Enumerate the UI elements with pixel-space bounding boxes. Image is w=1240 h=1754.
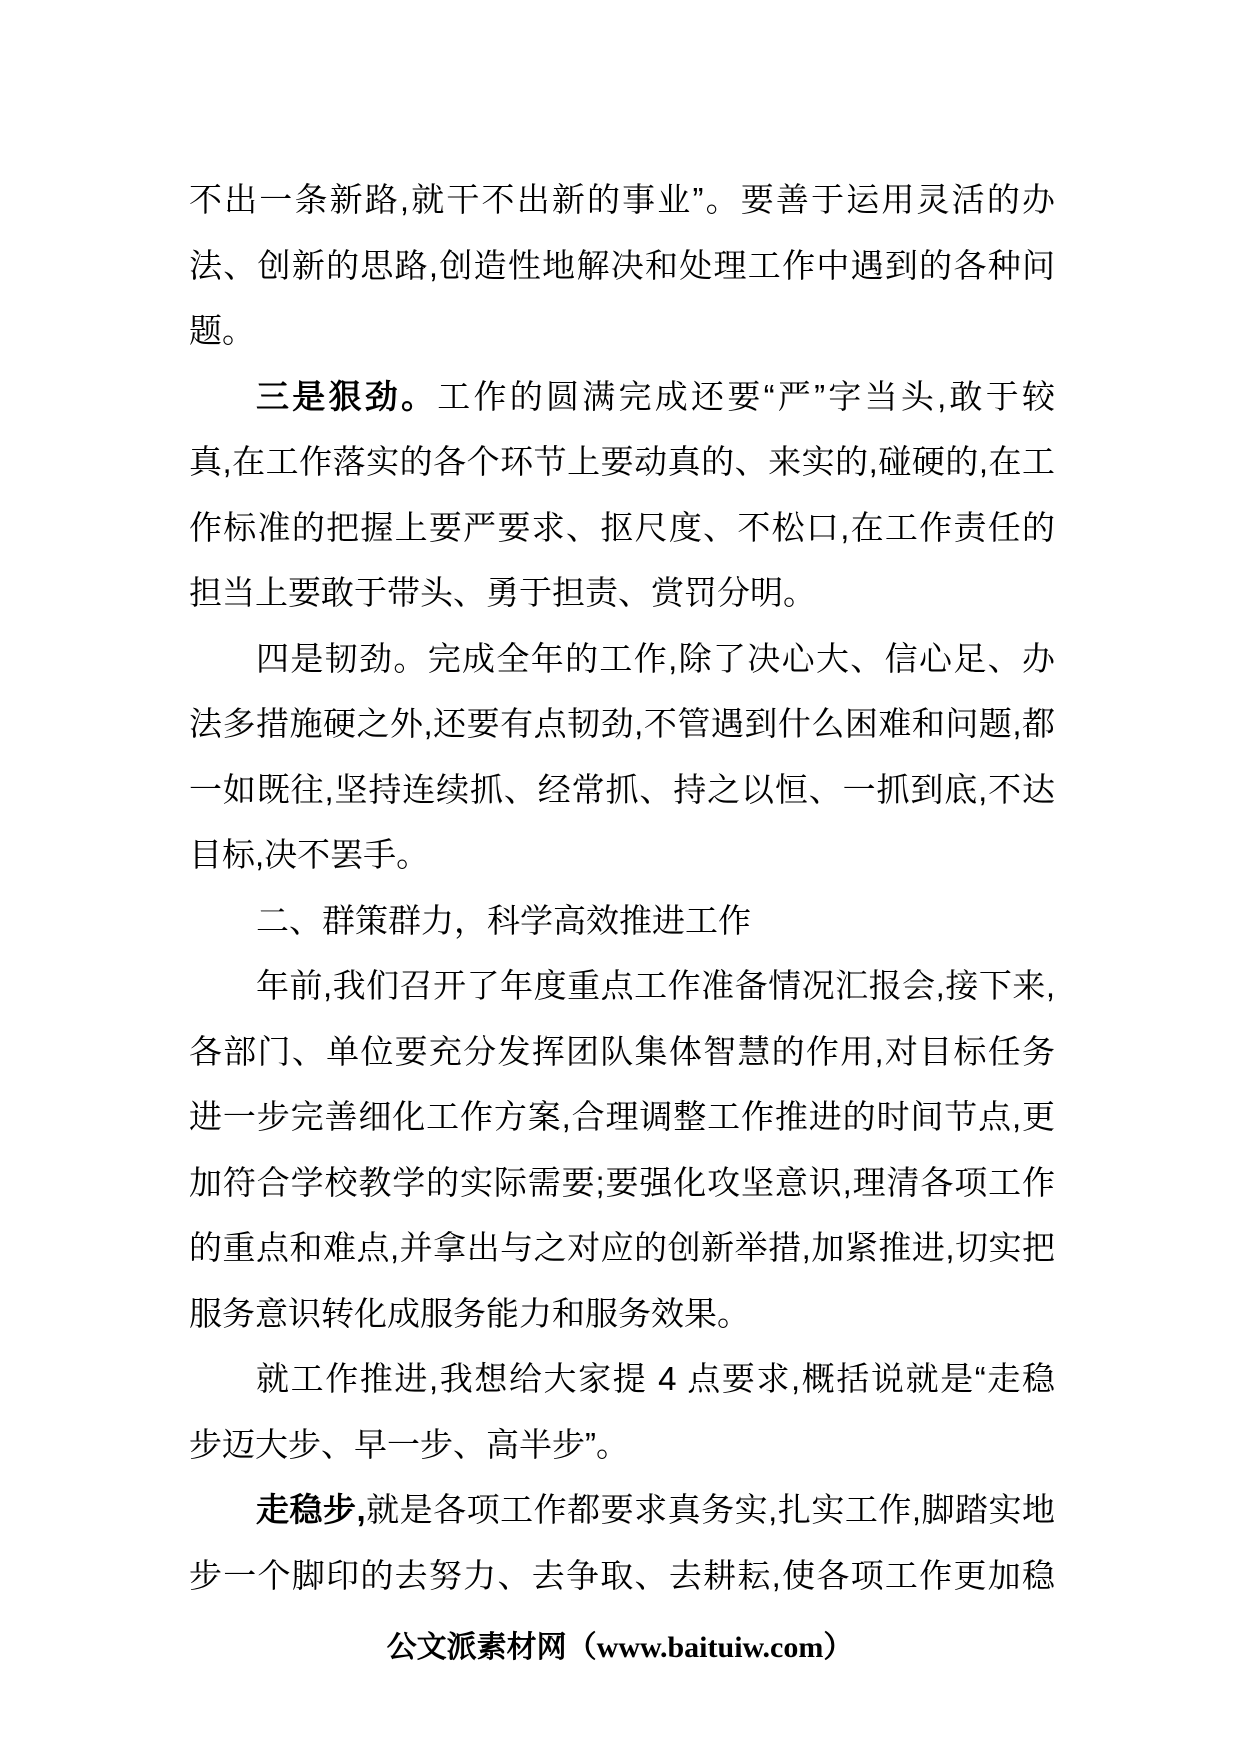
bold-lead: 走稳步, <box>256 1491 366 1528</box>
text-line: 年前,我们召开了年度重点工作准备情况汇报会,接下来, <box>256 967 1055 1004</box>
text-line: 各部门、单位要充分发挥团队集体智慧的作用,对目标任务 <box>189 1032 1055 1070</box>
paragraph <box>189 364 1055 626</box>
text-line: 题。 <box>189 312 255 349</box>
section-heading <box>189 888 1055 954</box>
text-line: 二、群策群力，科学高效推进工作 <box>256 901 751 939</box>
text-line: 四是韧劲。完成全年的工作,除了决心大、信心足、办 <box>256 639 1055 677</box>
text-line: 步一个脚印的去努力、去争取、去耕耘,使各项工作更加稳 <box>189 1556 1055 1594</box>
text-run: 就是各项工作都要求真务实,扎实工作,脚踏实地 <box>365 1491 1055 1528</box>
text-line: 加符合学校教学的实际需要;要强化攻坚意识,理清各项工作 <box>189 1163 1055 1201</box>
text-line: 的重点和难点,并拿出与之对应的创新举措,加紧推进,切实把 <box>189 1229 1055 1266</box>
text-line: 步迈大步、早一步、高半步”。 <box>189 1425 629 1463</box>
document-body <box>189 167 1055 1608</box>
text-line: 一如既往,坚持连续抓、经常抓、持之以恒、一抓到底,不达 <box>189 770 1055 808</box>
text-line: 担当上要敢于带头、勇于担责、赏罚分明。 <box>189 574 816 611</box>
text-line <box>189 364 1055 430</box>
text-line: 进一步完善细化工作方案,合理调整工作推进的时间节点,更 <box>189 1098 1055 1135</box>
paragraph <box>189 1477 1055 1608</box>
text-line: 作标准的把握上要严要求、抠尺度、不松口,在工作责任的 <box>189 508 1055 546</box>
text-line: 法、创新的思路,创造性地解决和处理工作中遇到的各种问 <box>189 246 1055 284</box>
text-line: 就工作推进,我想给大家提 4 点要求,概括说就是“走稳 <box>256 1360 1055 1397</box>
text-line: 服务意识转化成服务能力和服务效果。 <box>189 1294 750 1332</box>
bold-lead: 三是狠劲。 <box>256 377 438 415</box>
paragraph <box>189 1346 1055 1477</box>
text-run: 工作的圆满完成还要“严”字当头,敢于较 <box>437 377 1055 415</box>
text-line <box>189 1477 1055 1543</box>
text-line: 法多措施硬之外,还要有点韧劲,不管遇到什么困难和问题,都 <box>189 705 1055 742</box>
paragraph <box>189 167 1055 364</box>
text-line: 不出一条新路,就干不出新的事业”。要善于运用灵活的办 <box>189 181 1055 218</box>
text-line: 目标,决不罢手。 <box>189 836 430 873</box>
footer-watermark: 公文派素材网（www.baituiw.com） <box>386 1631 854 1664</box>
paragraph <box>189 953 1055 1346</box>
paragraph <box>189 626 1055 888</box>
text-line: 真,在工作落实的各个环节上要动真的、来实的,碰硬的,在工 <box>189 443 1055 480</box>
